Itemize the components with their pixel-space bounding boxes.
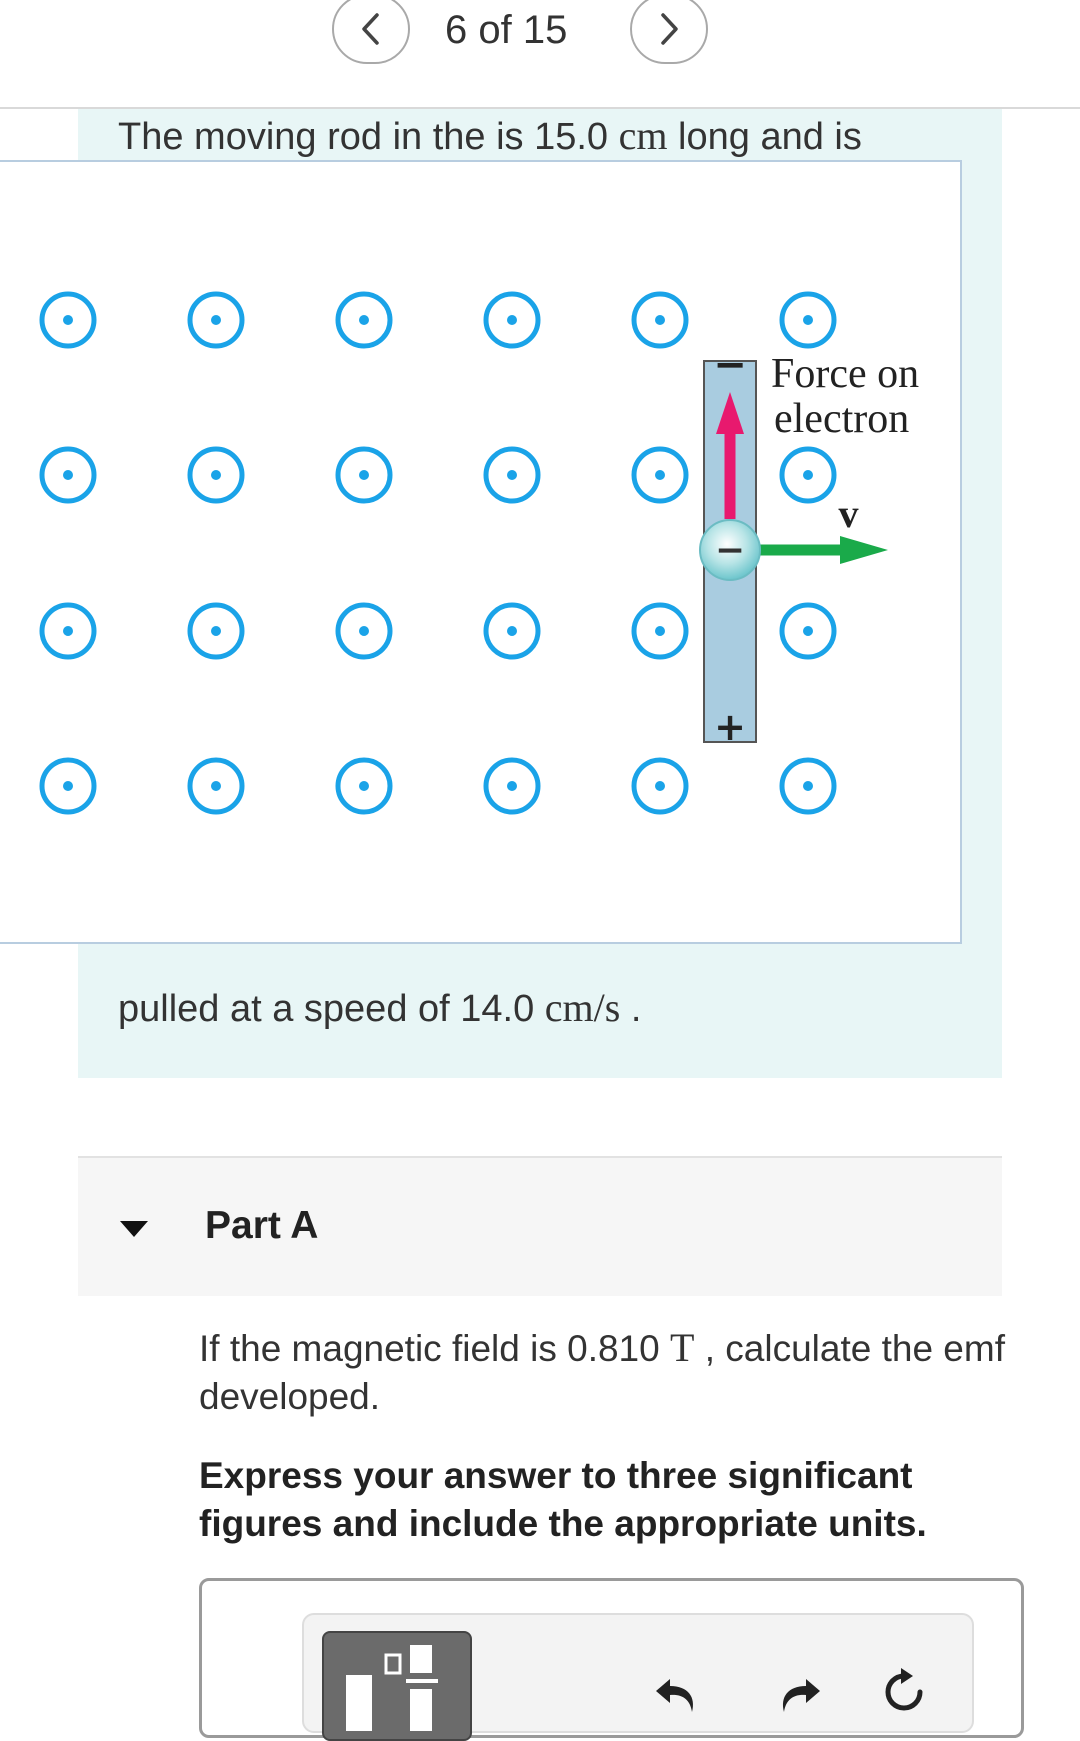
field-dot xyxy=(486,605,538,657)
field-dot xyxy=(190,760,242,812)
speed-unit: cm/s xyxy=(544,985,621,1030)
field-dot xyxy=(782,294,834,346)
intro-text-after: long and is xyxy=(667,116,862,158)
caret-down-icon[interactable] xyxy=(118,1218,150,1240)
field-dot xyxy=(634,760,686,812)
moving-rod-figure xyxy=(0,160,962,944)
part-a-header[interactable] xyxy=(78,1156,1002,1296)
field-dot xyxy=(338,760,390,812)
question-text-after: , calculate the emf developed. xyxy=(199,1328,1005,1417)
velocity-arrow xyxy=(754,536,888,564)
template-icon xyxy=(342,1641,452,1731)
part-title: Part A xyxy=(205,1204,319,1247)
field-dot xyxy=(486,760,538,812)
page-count: 6 of 15 xyxy=(445,8,568,52)
field-dot xyxy=(486,449,538,501)
reset-icon[interactable] xyxy=(879,1667,929,1717)
velocity-label: v⃗ xyxy=(838,491,890,536)
previous-problem-button[interactable] xyxy=(332,0,410,64)
rod-bottom-sign: + xyxy=(714,705,746,749)
field-dot xyxy=(190,294,242,346)
field-dot xyxy=(782,760,834,812)
field-dot xyxy=(42,605,94,657)
rod-top-sign: − xyxy=(713,342,747,388)
outro-text xyxy=(118,984,641,1031)
field-unit: T xyxy=(670,1325,695,1370)
field-dot xyxy=(338,449,390,501)
field-dot xyxy=(634,449,686,501)
field-dot xyxy=(634,294,686,346)
field-dot xyxy=(782,605,834,657)
force-label-line2: electron xyxy=(774,396,910,442)
field-dot xyxy=(42,760,94,812)
answer-instruction: Express your answer to three significant figures and include the appropriate units. xyxy=(199,1455,927,1544)
question-text-before: If the magnetic field is 0.810 xyxy=(199,1328,670,1369)
chevron-right-icon xyxy=(657,12,681,46)
question-text xyxy=(199,1324,1019,1421)
field-dot xyxy=(338,294,390,346)
field-dot xyxy=(338,605,390,657)
length-unit: cm xyxy=(618,113,668,158)
speed-text-after: . xyxy=(620,988,642,1030)
next-problem-button[interactable] xyxy=(630,0,708,64)
field-dot xyxy=(190,449,242,501)
field-dot xyxy=(190,605,242,657)
field-dot xyxy=(486,294,538,346)
answer-toolbar xyxy=(302,1613,974,1733)
intro-text-before: The moving rod in the is 15.0 xyxy=(118,116,619,158)
template-button[interactable] xyxy=(322,1631,472,1741)
field-dot xyxy=(42,294,94,346)
problem-pager xyxy=(0,0,1080,108)
electron-sign: − xyxy=(714,530,746,571)
answer-input-area[interactable] xyxy=(199,1578,1024,1738)
field-dot xyxy=(634,605,686,657)
force-label-line1: Force on xyxy=(771,351,920,397)
chevron-left-icon xyxy=(359,12,383,46)
figure-canvas xyxy=(0,162,964,946)
field-dot xyxy=(782,449,834,501)
field-dot xyxy=(42,449,94,501)
intro-text xyxy=(118,112,862,159)
speed-text-before: pulled at a speed of 14.0 xyxy=(118,988,545,1030)
undo-icon[interactable] xyxy=(652,1667,702,1717)
redo-icon[interactable] xyxy=(774,1667,824,1717)
